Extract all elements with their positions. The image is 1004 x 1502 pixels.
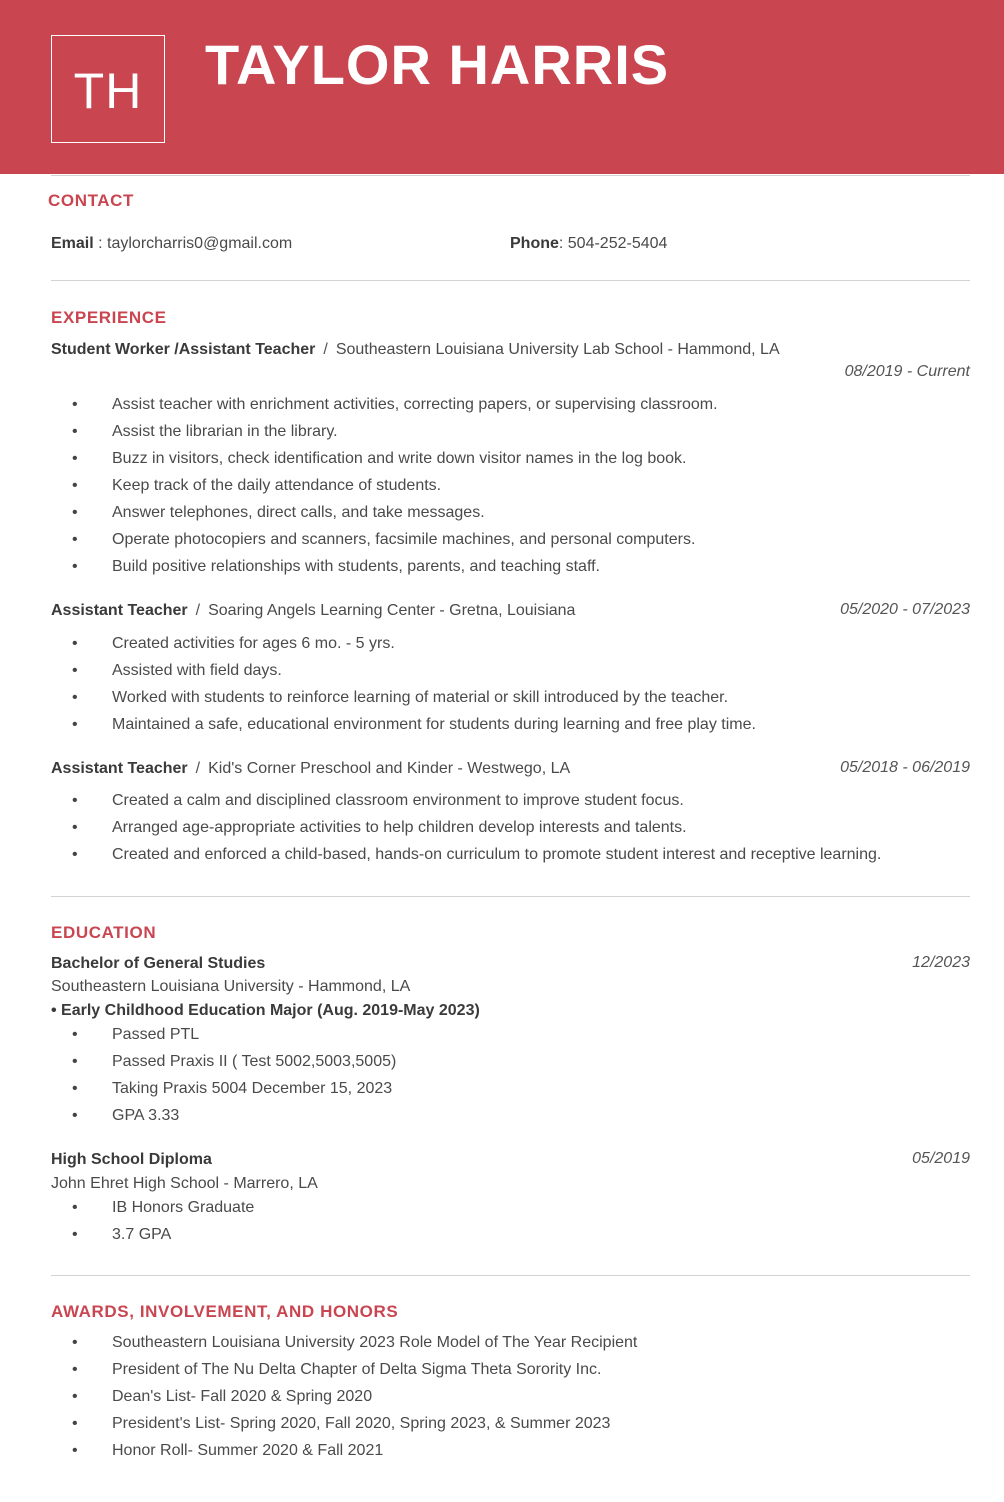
- degree-date: 05/2019: [912, 1150, 970, 1167]
- phone-label: Phone: [510, 235, 559, 252]
- school-name: John Ehret High School - Marrero, LA: [51, 1175, 318, 1192]
- job-heading: Student Worker /Assistant Teacher / Southeastern Louisiana University Lab School - Hammond, LA: [51, 341, 780, 358]
- list-item: • Southeastern Louisiana University 2023 Role Model of The Year Recipient: [51, 1333, 637, 1360]
- email-row: Email : taylorcharris0@gmail.com: [51, 235, 293, 252]
- monogram-initials: TH: [73, 63, 143, 119]
- list-item: • 3.7 GPA: [51, 1225, 254, 1252]
- contact-section-title: CONTACT: [48, 191, 135, 210]
- list-item: • Passed Praxis II ( Test 5002,5003,5005): [51, 1052, 396, 1079]
- divider: [51, 280, 970, 281]
- education-bullets: [51, 1025, 396, 1133]
- list-item: • Taking Praxis 5004 December 15, 2023: [51, 1079, 396, 1106]
- list-item: • Build positive relationships with students, parents, and teaching staff.: [51, 557, 718, 584]
- degree-title: Bachelor of General Studies: [51, 955, 266, 972]
- monogram-box: [51, 35, 165, 143]
- job-org: Southeastern Louisiana University Lab School - Hammond, LA: [335, 341, 780, 358]
- list-item: • President's List- Spring 2020, Fall 2020, Spring 2023, & Summer 2023: [51, 1414, 637, 1441]
- list-item: • GPA 3.33: [51, 1106, 396, 1133]
- list-item: • Answer telephones, direct calls, and take messages.: [51, 503, 718, 530]
- divider: [51, 896, 970, 897]
- education-bullets: [51, 1198, 254, 1252]
- phone-value[interactable]: 504-252-5404: [567, 235, 668, 252]
- school-name: Southeastern Louisiana University - Hammond, LA: [51, 978, 411, 995]
- job-bullets: [51, 634, 756, 742]
- list-item: • President of The Nu Delta Chapter of Delta Sigma Theta Sorority Inc.: [51, 1360, 637, 1387]
- list-item: • Assist the librarian in the library.: [51, 422, 718, 449]
- list-item: • Honor Roll- Summer 2020 & Fall 2021: [51, 1441, 637, 1468]
- phone-row: Phone: 504-252-5404: [510, 235, 668, 252]
- list-item: • Keep track of the daily attendance of students.: [51, 476, 718, 503]
- job-role: Assistant Teacher: [51, 602, 188, 619]
- list-item: • Created and enforced a child-based, hands-on curriculum to promote student interest and receptive learning.: [51, 845, 881, 872]
- list-item: • Created activities for ages 6 mo. - 5 yrs.: [51, 634, 756, 661]
- awards-bullets: [51, 1333, 637, 1468]
- job-bullets: [51, 791, 881, 872]
- job-org: Kid's Corner Preschool and Kinder - Westwego, LA: [208, 760, 571, 777]
- job-dates: 05/2018 - 06/2019: [840, 759, 970, 776]
- divider: [51, 175, 970, 176]
- job-heading: Assistant Teacher / Soaring Angels Learning Center - Gretna, Louisiana: [51, 602, 576, 619]
- list-item: • Maintained a safe, educational environment for students during learning and free play time.: [51, 715, 756, 742]
- list-item: • Assisted with field days.: [51, 661, 756, 688]
- list-item: • IB Honors Graduate: [51, 1198, 254, 1225]
- list-item: • Created a calm and disciplined classroom environment to improve student focus.: [51, 791, 881, 818]
- job-heading: Assistant Teacher / Kid's Corner Preschool and Kinder - Westwego, LA: [51, 760, 571, 777]
- awards-section-title: AWARDS, INVOLVEMENT, AND HONORS: [51, 1302, 399, 1321]
- list-item: • Arranged age-appropriate activities to help children develop interests and talents.: [51, 818, 881, 845]
- candidate-name: TAYLOR HARRIS: [205, 33, 670, 96]
- email-label: Email: [51, 235, 94, 252]
- list-item: • Buzz in visitors, check identification and write down visitor names in the log book.: [51, 449, 718, 476]
- resume-header: [0, 0, 1004, 174]
- list-item: • Operate photocopiers and scanners, facsimile machines, and personal computers.: [51, 530, 718, 557]
- job-dates: 08/2019 - Current: [844, 363, 970, 380]
- degree-date: 12/2023: [912, 954, 970, 971]
- job-role: Assistant Teacher: [51, 760, 188, 777]
- job-dates: 05/2020 - 07/2023: [840, 601, 970, 618]
- job-org: Soaring Angels Learning Center - Gretna, Louisiana: [208, 602, 576, 619]
- list-item: • Passed PTL: [51, 1025, 396, 1052]
- experience-section-title: EXPERIENCE: [51, 308, 167, 327]
- major-line: • Early Childhood Education Major (Aug. 2019-May 2023): [51, 1002, 480, 1019]
- list-item: • Assist teacher with enrichment activities, correcting papers, or supervising classroom.: [51, 395, 718, 422]
- job-role: Student Worker /Assistant Teacher: [51, 341, 316, 358]
- email-value[interactable]: taylorcharris0@gmail.com: [107, 235, 293, 252]
- degree-title: High School Diploma: [51, 1151, 212, 1168]
- divider: [51, 1275, 970, 1276]
- list-item: • Dean's List- Fall 2020 & Spring 2020: [51, 1387, 637, 1414]
- list-item: • Worked with students to reinforce learning of material or skill introduced by the teacher.: [51, 688, 756, 715]
- job-bullets: [51, 395, 718, 584]
- education-section-title: EDUCATION: [51, 923, 157, 942]
